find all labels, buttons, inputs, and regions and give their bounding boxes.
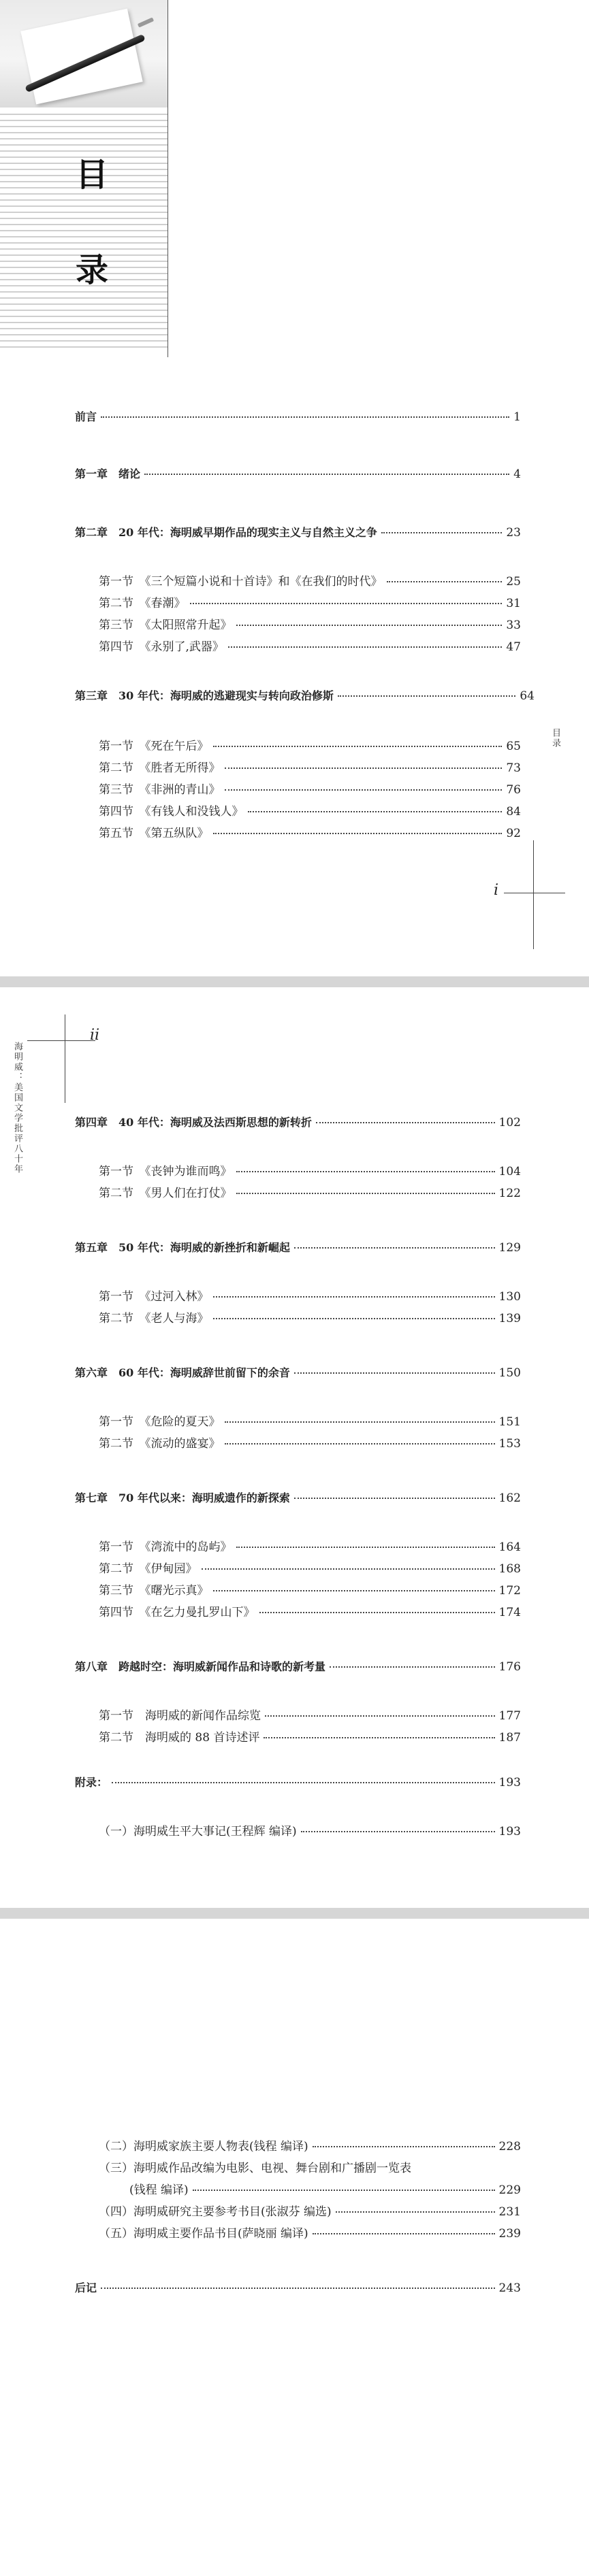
leader-dots xyxy=(336,2211,495,2213)
toc-label: 第一节 《危险的夏天》 xyxy=(99,1415,221,1429)
toc-page-number: 92 xyxy=(506,827,521,840)
toc-label: （三）海明威作品改编为电影、电视、舞台剧和广播剧一览表 xyxy=(99,2162,411,2175)
toc-label: 第三节 《曙光示真》 xyxy=(99,1584,209,1598)
toc-page-number: 65 xyxy=(506,740,521,753)
leader-dots xyxy=(316,1122,495,1123)
toc-label: 第四节 《在乞力曼扎罗山下》 xyxy=(99,1606,255,1619)
toc-label: 第二节 海明威的 88 首诗述评 xyxy=(99,1731,260,1745)
toc-entry-appendix-item[interactable] xyxy=(99,1821,521,1838)
toc-entry-appendix-item[interactable] xyxy=(99,2224,521,2241)
toc-page-number: 177 xyxy=(498,1709,521,1723)
toc-page-number: 239 xyxy=(498,2227,521,2241)
toc-page-number: 176 xyxy=(498,1660,521,1674)
toc-entry-chapter-6[interactable] xyxy=(75,1364,521,1380)
leader-dots xyxy=(265,1715,495,1717)
toc-entry-section[interactable] xyxy=(99,758,521,775)
leader-dots xyxy=(213,746,503,747)
toc-label: 第一节 《过河入林》 xyxy=(99,1290,209,1304)
toc-page-number: 151 xyxy=(498,1415,521,1429)
toc-entry-chapter-5[interactable] xyxy=(75,1239,521,1255)
toc-entry-section[interactable] xyxy=(99,802,521,819)
toc-entry-appendix-item[interactable] xyxy=(99,2202,521,2219)
leader-dots xyxy=(225,1421,495,1423)
toc-label: 第二节 《胜者无所得》 xyxy=(99,761,221,775)
leader-dots xyxy=(294,1372,495,1374)
page-folio: ii xyxy=(90,1027,100,1044)
leader-dots xyxy=(228,646,502,648)
leader-dots xyxy=(213,833,503,834)
toc-page-number: 64 xyxy=(520,689,535,703)
toc-page-number: 33 xyxy=(506,618,521,632)
toc-entry-section[interactable] xyxy=(99,823,521,840)
toc-label: 第一节 《湾流中的岛屿》 xyxy=(99,1540,232,1554)
toc-page-number: 172 xyxy=(498,1584,521,1598)
toc-label: 第二节 《流动的盛宴》 xyxy=(99,1437,221,1451)
toc-page-number: 129 xyxy=(498,1241,521,1255)
leader-dots xyxy=(225,789,503,791)
leader-dots xyxy=(313,2146,495,2147)
toc-label: 附录： xyxy=(75,1776,108,1789)
toc-page-number: 76 xyxy=(506,783,521,797)
toc-entry-section[interactable] xyxy=(99,1183,521,1200)
toc-page-number: 84 xyxy=(506,805,521,819)
toc-label: 后记 xyxy=(75,2281,97,2294)
toc-label: 第五章 50 年代：海明威的新挫折和新崛起 xyxy=(75,1241,290,1254)
toc-page-number: 231 xyxy=(498,2205,521,2219)
page-folio: i xyxy=(494,882,499,899)
leader-dots xyxy=(387,581,503,582)
toc-label: 第七章 70 年代以来：海明威遗作的新探索 xyxy=(75,1491,290,1504)
leader-dots xyxy=(236,1193,495,1194)
toc-entry-section[interactable] xyxy=(99,637,521,654)
toc-entry-section[interactable] xyxy=(99,1581,521,1598)
toc-page-number: 130 xyxy=(498,1290,521,1304)
leader-dots xyxy=(248,811,503,812)
toc-page-number: 153 xyxy=(498,1437,521,1451)
toc-label: 第二节 《老人与海》 xyxy=(99,1312,209,1325)
toc-entry-chapter-4[interactable] xyxy=(75,1114,521,1129)
toc-page-number: 162 xyxy=(498,1491,521,1505)
toc-page-number: 104 xyxy=(498,1165,521,1178)
toc-label: 第二节 《伊甸园》 xyxy=(99,1562,197,1576)
toc-label: 第一节 《死在午后》 xyxy=(99,740,209,753)
toc-page-number: 122 xyxy=(498,1187,521,1200)
leader-dots xyxy=(213,1296,495,1298)
toc-entry-preface[interactable] xyxy=(75,408,521,424)
toc-label: 第三节 《太阳照常升起》 xyxy=(99,618,232,632)
toc-entry-section[interactable] xyxy=(99,572,521,589)
toc-page-number: 150 xyxy=(498,1366,521,1380)
toc-page-number: 229 xyxy=(498,2183,521,2197)
pen-tip-icon xyxy=(138,17,154,27)
toc-label: 第三节 《非洲的青山》 xyxy=(99,783,221,797)
leader-dots xyxy=(144,474,509,475)
header-stripes xyxy=(0,109,168,350)
toc-label: 第一章 绪论 xyxy=(75,467,141,480)
margin-vertical-rule xyxy=(533,840,534,949)
leader-dots xyxy=(202,1568,495,1570)
toc-page-number: 139 xyxy=(498,1312,521,1325)
toc-label: （四）海明威研究主要参考书目(张淑芬 编选) xyxy=(99,2205,332,2219)
toc-entry-section[interactable] xyxy=(99,1537,521,1554)
toc-label: 第一节 海明威的新闻作品综览 xyxy=(99,1709,261,1723)
toc-entry-chapter-3[interactable] xyxy=(75,687,535,703)
toc-label: 第四节 《有钱人和没钱人》 xyxy=(99,805,244,819)
leader-dots xyxy=(112,1782,495,1783)
toc-entry-appendix-item[interactable] xyxy=(99,2136,521,2153)
leader-dots xyxy=(213,1590,495,1591)
leader-dots xyxy=(301,1831,495,1832)
toc-entry-section[interactable] xyxy=(99,1287,521,1304)
toc-page-number: 47 xyxy=(506,640,521,654)
toc-page-number: 25 xyxy=(506,575,521,589)
toc-entry-appendix-item-cont[interactable] xyxy=(129,2180,521,2197)
leader-dots xyxy=(294,1498,495,1499)
page-title-char-1: 目 xyxy=(75,156,108,194)
leader-dots xyxy=(330,1666,495,1668)
toc-label: 第八章 跨越时空：海明威新闻作品和诗歌的新考量 xyxy=(75,1660,326,1673)
toc-label: 第六章 60 年代：海明威辞世前留下的余音 xyxy=(75,1366,290,1379)
toc-entry-section[interactable] xyxy=(99,615,521,632)
toc-page-number: 1 xyxy=(513,410,521,424)
toc-entry-section[interactable] xyxy=(99,1602,521,1619)
toc-entry-section[interactable] xyxy=(99,736,521,753)
toc-label: 第四节 《永别了,武器》 xyxy=(99,640,224,654)
toc-label: （二）海明威家族主要人物表(钱程 编译) xyxy=(99,2140,308,2153)
toc-label: （五）海明威主要作品书目(萨晓丽 编译) xyxy=(99,2227,308,2241)
toc-label: 第二节 《春潮》 xyxy=(99,597,186,610)
toc-label: （一）海明威生平大事记(王程辉 编译) xyxy=(99,1825,297,1838)
leader-dots xyxy=(259,1612,495,1613)
leader-dots xyxy=(236,625,503,626)
margin-horizontal-rule xyxy=(27,1040,95,1041)
leader-dots xyxy=(101,2288,495,2289)
paper-sheet-image xyxy=(20,9,142,105)
toc-entry-section[interactable] xyxy=(99,1728,521,1745)
running-head-side: 海明威：美国文学批评八十年 xyxy=(12,1042,22,1174)
leader-dots xyxy=(313,2233,495,2234)
toc-page-number: 243 xyxy=(498,2281,521,2295)
toc-page-number: 164 xyxy=(498,1540,521,1554)
toc-label: 第三章 30 年代：海明威的逃避现实与转向政治修斯 xyxy=(75,689,334,702)
toc-label: 第一节 《三个短篇小说和十首诗》和《在我们的时代》 xyxy=(99,575,383,589)
toc-entry-section[interactable] xyxy=(99,780,521,797)
toc-page-number: 31 xyxy=(506,597,521,610)
toc-label: 第二节 《男人们在打仗》 xyxy=(99,1187,232,1200)
toc-entry-chapter-2[interactable] xyxy=(75,524,521,540)
leader-dots xyxy=(225,767,503,769)
running-head-side: 目录 xyxy=(550,728,560,748)
toc-label: 前言 xyxy=(75,410,97,423)
toc-page-number: 228 xyxy=(498,2140,521,2153)
leader-dots xyxy=(101,416,509,418)
toc-entry-appendix[interactable] xyxy=(75,1774,521,1789)
leader-dots xyxy=(213,1318,495,1319)
toc-page-number: 193 xyxy=(498,1825,521,1838)
toc-page-2 xyxy=(0,987,589,1908)
toc-entry-section[interactable] xyxy=(99,1308,521,1325)
toc-entry-chapter-1[interactable] xyxy=(75,465,521,481)
page-gap xyxy=(0,1908,589,1919)
toc-page-3 xyxy=(0,1919,589,2576)
toc-entry-chapter-7[interactable] xyxy=(75,1489,521,1505)
toc-page-number: 174 xyxy=(498,1606,521,1619)
leader-dots xyxy=(225,1443,495,1444)
leader-dots xyxy=(294,1247,495,1249)
page-gap xyxy=(0,976,589,987)
toc-label: 第四章 40 年代：海明威及法西斯思想的新转折 xyxy=(75,1116,312,1129)
leader-dots xyxy=(236,1547,495,1548)
toc-entry-afterword[interactable] xyxy=(75,2279,521,2295)
leader-dots xyxy=(338,695,516,697)
leader-dots xyxy=(190,603,503,604)
header-photo-pen-paper xyxy=(0,0,168,108)
toc-entry-appendix-item[interactable] xyxy=(99,2158,521,2175)
toc-page-number: 73 xyxy=(506,761,521,775)
toc-label: (钱程 编译) xyxy=(129,2183,189,2197)
toc-entry-section[interactable] xyxy=(99,1412,521,1429)
toc-entry-section[interactable] xyxy=(99,1161,521,1178)
toc-page-number: 102 xyxy=(498,1116,521,1129)
toc-page-number: 168 xyxy=(498,1562,521,1576)
leader-dots xyxy=(193,2190,495,2191)
leader-dots xyxy=(236,1171,495,1172)
toc-page-number: 4 xyxy=(513,467,521,481)
toc-entry-section[interactable] xyxy=(99,593,521,610)
toc-label: 第一节 《丧钟为谁而鸣》 xyxy=(99,1165,232,1178)
toc-page-number: 23 xyxy=(506,526,521,540)
toc-label: 第二章 20 年代：海明威早期作品的现实主义与自然主义之争 xyxy=(75,526,377,539)
toc-entry-chapter-8[interactable] xyxy=(75,1658,521,1674)
toc-entry-section[interactable] xyxy=(99,1559,521,1576)
toc-page-1 xyxy=(0,0,589,976)
toc-page-number: 187 xyxy=(498,1731,521,1745)
toc-entry-section[interactable] xyxy=(99,1434,521,1451)
page-title-char-2: 录 xyxy=(75,251,108,289)
toc-page-number: 193 xyxy=(498,1776,521,1789)
toc-label: 第五节 《第五纵队》 xyxy=(99,827,209,840)
toc-entry-section[interactable] xyxy=(99,1706,521,1723)
leader-dots xyxy=(381,532,503,533)
leader-dots xyxy=(264,1737,494,1738)
